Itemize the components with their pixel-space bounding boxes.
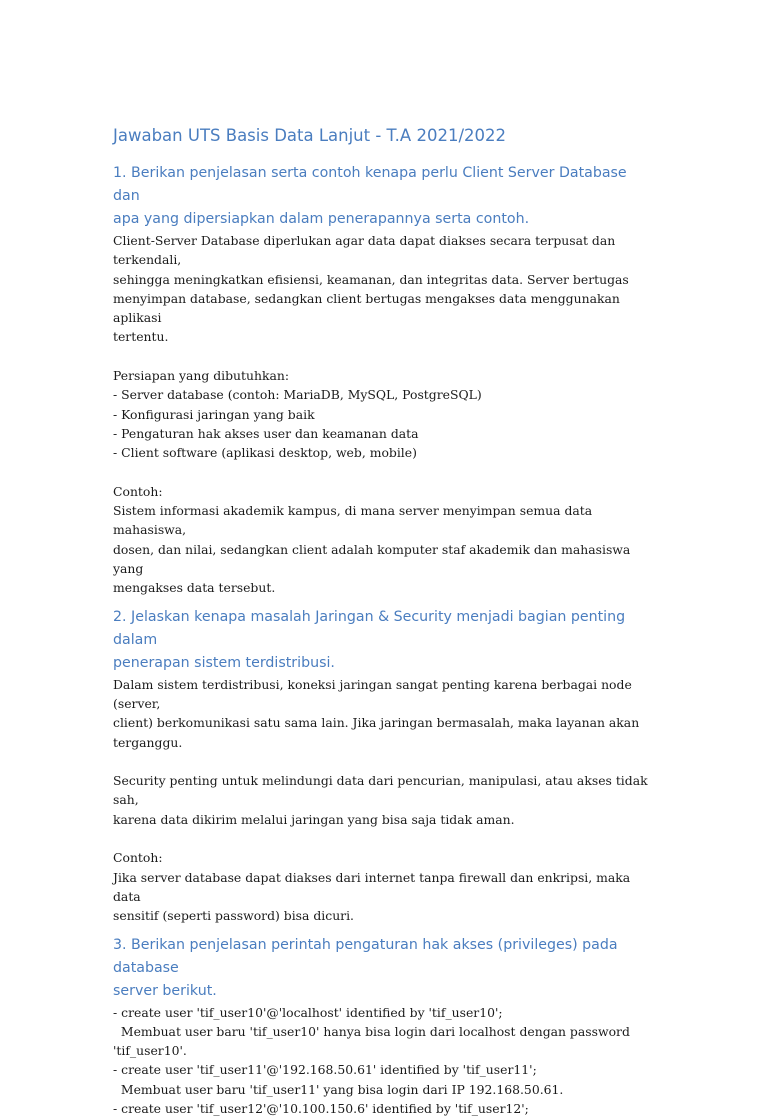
answer-2-paragraph (113, 675, 653, 752)
text-line: Dalam sistem terdistribusi, koneksi jaringan sangat penting karena berbagai node (server, (113, 677, 632, 711)
text-line: Client-Server Database diperlukan agar data dapat diakses secara terpusat dan terkendali, (113, 233, 615, 267)
question-3-heading (113, 934, 653, 1003)
question-2-heading-line: 2. Jelaskan kenapa masalah Jaringan & Security menjadi bagian penting dalam (113, 609, 625, 648)
list-item: - Konfigurasi jaringan yang baik (113, 407, 315, 422)
question-3-heading-line: server berikut. (113, 983, 217, 999)
text-line: terganggu. (113, 735, 182, 750)
paragraph-gap (113, 347, 653, 366)
paragraph-gap (113, 829, 653, 848)
list-item: - Pengaturan hak akses user dan keamanan data (113, 426, 419, 441)
text-line: karena data dikirim melalui jaringan yang bisa saja tidak aman. (113, 812, 515, 827)
security-paragraph (113, 771, 653, 829)
text-line: Security penting untuk melindungi data dari pencurian, manipulasi, atau akses tidak sah, (113, 773, 648, 807)
paragraph-gap (113, 752, 653, 771)
text-line: mengakses data tersebut. (113, 580, 275, 595)
section-2 (113, 606, 653, 926)
question-1-heading-line: 1. Berikan penjelasan serta contoh kenapa perlu Client Server Database dan (113, 165, 627, 204)
text-line: sensitif (seperti password) bisa dicuri. (113, 908, 354, 923)
question-1-heading-line: apa yang dipersiapkan dalam penerapannya serta contoh. (113, 211, 529, 227)
command-line: - create user 'tif_user12'@'10.100.150.6' identified by 'tif_user12'; (113, 1099, 653, 1118)
text-line: tertentu. (113, 329, 168, 344)
text-line: Jika server database dapat diakses dari internet tanpa firewall dan enkripsi, maka data (113, 870, 630, 904)
text-line: Contoh: (113, 850, 163, 865)
text-line: Persiapan yang dibutuhkan: (113, 368, 289, 383)
command-explanation: Membuat user baru 'tif_user11' yang bisa login dari IP 192.168.50.61. (113, 1080, 653, 1099)
example-2-paragraph (113, 848, 653, 925)
command-line: - create user 'tif_user10'@'localhost' identified by 'tif_user10'; (113, 1003, 653, 1022)
section-3 (113, 934, 653, 1118)
text-line: Contoh: (113, 484, 163, 499)
answer-1-paragraph (113, 231, 653, 347)
text-line: menyimpan database, sedangkan client bertugas mengakses data menggunakan aplikasi (113, 291, 620, 325)
text-line: sehingga meningkatkan efisiensi, keamanan, dan integritas data. Server bertugas (113, 272, 629, 287)
text-line: dosen, dan nilai, sedangkan client adalah komputer staf akademik dan mahasiswa yang (113, 542, 630, 576)
document-title: Jawaban UTS Basis Data Lanjut - T.A 2021/2022 (113, 124, 653, 148)
privileges-commands (113, 1003, 653, 1118)
question-2-heading-line: penerapan sistem terdistribusi. (113, 655, 335, 671)
text-line: Sistem informasi akademik kampus, di mana server menyimpan semua data mahasiswa, (113, 503, 592, 537)
question-2-heading (113, 606, 653, 675)
text-line: client) berkomunikasi satu sama lain. Jika jaringan bermasalah, maka layanan akan (113, 715, 639, 730)
command-explanation: Membuat user baru 'tif_user10' hanya bisa login dari localhost dengan password (113, 1022, 653, 1041)
list-item: - Server database (contoh: MariaDB, MySQL, PostgreSQL) (113, 387, 482, 402)
question-3-heading-line: 3. Berikan penjelasan perintah pengaturan hak akses (privileges) pada database (113, 937, 618, 976)
command-line: - create user 'tif_user11'@'192.168.50.61' identified by 'tif_user11'; (113, 1060, 653, 1079)
section-1 (113, 162, 653, 598)
list-item: - Client software (aplikasi desktop, web, mobile) (113, 445, 417, 460)
preparation-list (113, 366, 653, 462)
paragraph-gap (113, 463, 653, 482)
command-explanation: 'tif_user10'. (113, 1041, 653, 1060)
document-content (113, 124, 653, 1118)
question-1-heading (113, 162, 653, 231)
example-1-paragraph (113, 482, 653, 598)
